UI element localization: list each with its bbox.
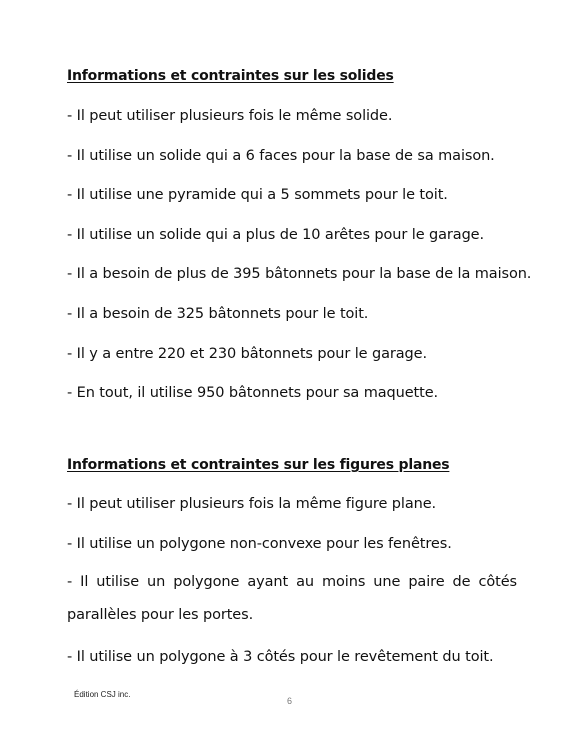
solids-line-6: - Il a besoin de 325 bâtonnets pour le toit. bbox=[67, 306, 369, 322]
figures-line-1: - Il peut utiliser plusieurs fois la même figure plane. bbox=[67, 496, 437, 512]
solids-line-2: - Il utilise un solide qui a 6 faces pour la base de sa maison. bbox=[67, 148, 495, 164]
section-heading-plane-figures: Informations et contraintes sur les figures planes bbox=[67, 457, 450, 473]
figures-line-3: - Il utilise un polygone ayant au moins une paire de côtés bbox=[67, 574, 517, 590]
solids-line-7: - Il y a entre 220 et 230 bâtonnets pour le garage. bbox=[67, 346, 427, 362]
solids-line-3: - Il utilise une pyramide qui a 5 sommets pour le toit. bbox=[67, 187, 448, 203]
page-number: 6 bbox=[287, 696, 293, 706]
figures-line-3-continued: parallèles pour les portes. bbox=[67, 607, 254, 623]
solids-line-1: - Il peut utiliser plusieurs fois le même solide. bbox=[67, 108, 393, 124]
publisher-footer: Édition CSJ inc. bbox=[74, 690, 131, 699]
figures-line-4: - Il utilise un polygone à 3 côtés pour le revêtement du toit. bbox=[67, 649, 494, 665]
figures-line-2: - Il utilise un polygone non-convexe pour les fenêtres. bbox=[67, 536, 452, 552]
section-heading-solids: Informations et contraintes sur les solides bbox=[67, 68, 394, 84]
solids-line-5: - Il a besoin de plus de 395 bâtonnets pour la base de la maison. bbox=[67, 266, 532, 282]
solids-line-8: - En tout, il utilise 950 bâtonnets pour sa maquette. bbox=[67, 385, 439, 401]
solids-line-4: - Il utilise un solide qui a plus de 10 arêtes pour le garage. bbox=[67, 227, 484, 243]
